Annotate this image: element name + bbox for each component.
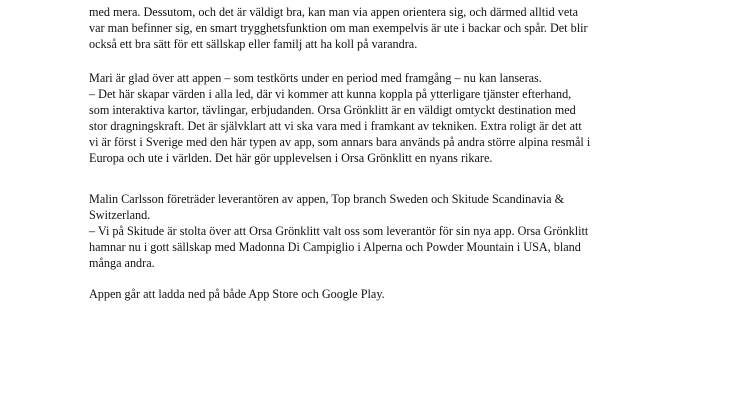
text-line: Switzerland. [89, 208, 151, 222]
text-line: stor dragningskraft. Det är självklart att vi ska vara med i framkant av tekniken. Extra roligt är det att [89, 119, 582, 133]
text-line: var man befinner sig, en smart trygghetsfunktion om man exempelvis är ute i backar och spår. Det blir [89, 21, 588, 35]
text-line: Mari är glad över att appen – som testkörts under en period med framgång – nu kan lanseras. [89, 71, 542, 85]
text-line: med mera. Dessutom, och det är väldigt bra, kan man via appen orientera sig, och därmed alltid veta [89, 5, 579, 19]
text-line: Malin Carlsson företräder leverantören av appen, Top branch Sweden och Skitude Scandinavia & [89, 192, 565, 206]
text-line: – Vi på Skitude är stolta över att Orsa Grönklitt valt oss som leverantör för sin nya app. Orsa Grönklitt [89, 224, 589, 238]
text-line: hamnar nu i gott sällskap med Madonna Di Campiglio i Alperna och Powder Mountain i USA, bland [89, 240, 581, 254]
text-line: Appen går att ladda ned på både App Store och Google Play. [89, 287, 385, 301]
text-line: många andra. [89, 256, 155, 270]
text-line: – Det här skapar värden i alla led, där vi kommer att kunna koppla på ytterligare tjänster efterhand, [89, 87, 572, 101]
text-line: Europa och ute i världen. Det här gör upplevelsen i Orsa Grönklitt en nyans rikare. [89, 151, 493, 165]
text-line: som interaktiva kartor, tävlingar, erbjudanden. Orsa Grönklitt är en väldigt omtyckt destination med [89, 103, 576, 117]
text-line: vi är först i Sverige med den här typen av app, som annars bara används på andra större alpina resmål i [89, 135, 591, 149]
text-line: också ett bra sätt för ett sällskap eller familj att ha koll på varandra. [89, 37, 418, 51]
